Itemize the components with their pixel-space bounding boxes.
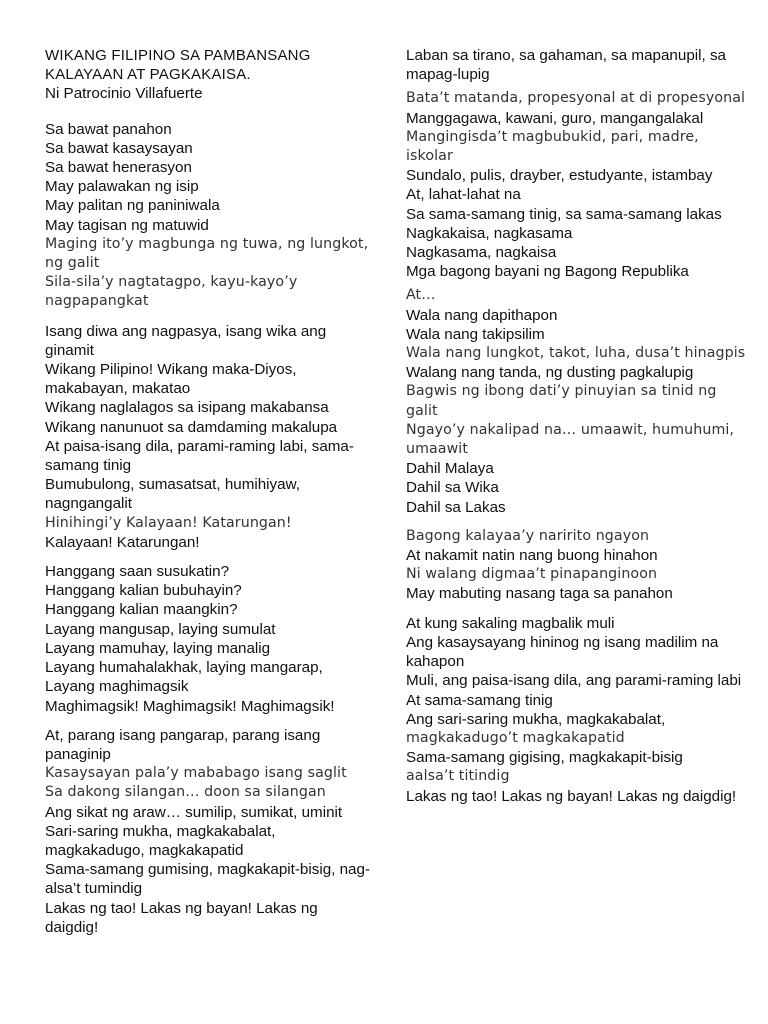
poem-line: Muli, ang paisa-isang dila, ang parami-raming labi (406, 672, 742, 690)
right-stanzas (406, 46, 746, 806)
poem-author: Ni Patrocinio Villafuerte (45, 85, 203, 103)
poem-line: May mabuting nasang taga sa panahon (406, 585, 673, 603)
poem-line: Sa dakong silangan… doon sa silangan (45, 784, 326, 801)
left-stanzas (45, 120, 375, 937)
poem-line: Layang mangusap, laying sumulat (45, 620, 276, 638)
left-column (45, 46, 375, 937)
poem-line: Manggagawa, kawani, guro, mangangalakal (406, 109, 704, 127)
stanza-gap (45, 716, 375, 726)
poem-line: At sama-samang tinig (406, 691, 553, 709)
poem-line: Sama-samang gigising, magkakapit-bisig (406, 749, 683, 767)
poem-line: Ang sikat ng araw… sumilip, sumikat, uminit (45, 803, 343, 821)
poem-line: Bumubulong, sumasatsat, humihiyaw, nagngangalit (45, 476, 300, 513)
poem-line: Mangingisda’t magbubukid, pari, madre, iskolar (406, 128, 699, 165)
poem-line: Kasaysayan pala’y mababago isang saglit (45, 765, 347, 782)
poem-line: Dahil sa Lakas (406, 498, 506, 516)
poem-line: Hanggang kalian bubuhayin? (45, 582, 242, 600)
poem-line: Sa bawat panahon (45, 120, 172, 138)
poem-title-line-1: WIKANG FILIPINO SA PAMBANSANG (45, 47, 311, 64)
poem-line: Mga bagong bayani ng Bagong Republika (406, 263, 689, 281)
poem-line: Hinihingi’y Kalayaan! Katarungan! (45, 514, 292, 531)
poem-line: May palitan ng paniniwala (45, 197, 220, 215)
poem-line: May palawakan ng isip (45, 178, 199, 196)
poem-line: Wikang Pilipino! Wikang maka-Diyos, makabayan, makatao (45, 361, 297, 398)
poem-line: At… (406, 287, 436, 304)
poem-line: Isang diwa ang nagpasya, isang wika ang ginamit (45, 322, 327, 359)
right-column (406, 46, 746, 806)
poem-line: Sa sama-samang tinig, sa sama-samang lakas (406, 205, 722, 223)
poem-line: At kung sakaling magbalik muli (406, 614, 615, 632)
poem-line: Layang humahalakhak, laying mangarap, Layang maghimagsik (45, 659, 323, 696)
poem-line: Sa bawat kasaysayan (45, 139, 193, 157)
poem-line: Ni walang digmaa’t pinapanginoon (406, 566, 658, 583)
poem-line: Sari-saring mukha, magkakabalat, magkakadugo, magkakapatid (45, 822, 276, 859)
stanza-gap (406, 604, 746, 614)
poem-line: Maghimagsik! Maghimagsik! Maghimagsik! (45, 697, 335, 715)
poem-line: Ngayo’y nakalipad na… umaawit, humuhumi, umaawit (406, 421, 735, 458)
poem-line: Wala nang lungkot, takot, luha, dusa’t hinagpis (406, 345, 746, 362)
poem-line: magkakadugo’t magkakapatid (406, 729, 625, 746)
poem-line: Lakas ng tao! Lakas ng bayan! Lakas ng daigdig! (406, 787, 737, 805)
poem-line: Wala nang dapithapon (406, 306, 558, 324)
poem-line: Nagkakaisa, nagkasama (406, 224, 573, 242)
poem-line: Layang mamuhay, laying manalig (45, 639, 271, 657)
poem-line: At, lahat-lahat na (406, 186, 521, 204)
poem-line: Wikang nanunuot sa damdaming makalupa (45, 418, 338, 436)
poem-line: Hanggang kalian maangkin? (45, 601, 238, 619)
poem-line: Dahil Malaya (406, 460, 494, 478)
poem-line: Nagkasama, nagkaisa (406, 244, 557, 262)
poem-title-line-2: KALAYAAN AT PAGKAKAISA. (45, 66, 251, 84)
stanza-gap (406, 517, 746, 527)
poem-line: Walang nang tanda, ng dusting pagkalupig (406, 364, 694, 382)
poem-line: May tagisan ng matuwid (45, 216, 209, 234)
poem-line: At paisa-isang dila, parami-raming labi, sama-samang tinig (45, 437, 354, 475)
spacer (45, 104, 375, 120)
poem-line: aalsa’t titindig (406, 768, 510, 785)
poem-line: Wala nang takipsilim (406, 325, 545, 343)
poem-line: At nakamit natin nang buong hinahon (406, 547, 658, 565)
poem-line: Maging ito’y magbunga ng tuwa, ng lungkot, ng galit (45, 235, 369, 272)
poem-line: Bagwis ng ibong dati’y pinuyian sa tinid ng galit (406, 383, 717, 419)
poem-line: Sundalo, pulis, drayber, estudyante, istambay (406, 167, 713, 185)
poem-line: Hanggang saan susukatin? (45, 563, 230, 581)
poem-line: Sila-sila’y nagtatagpo, kayu-kayo’y nagpapangkat (45, 274, 298, 310)
poem-line: Sama-samang gumising, magkakapit-bisig, nag-alsa’t tumindig (45, 861, 370, 898)
poem-line: Kalayaan! Katarungan! (45, 533, 200, 551)
poem-line: Dahil sa Wika (406, 479, 499, 497)
stanza-gap (45, 552, 375, 562)
poem-line: Lakas ng tao! Lakas ng bayan! Lakas ng daigdig! (45, 899, 318, 936)
poem-line: Ang kasaysayang hininog ng isang madilim na kahapon (406, 633, 719, 671)
poem-line: Laban sa tirano, sa gahaman, sa mapanupil, sa mapag-lupig (406, 47, 726, 84)
poem-line: Wikang naglalagos sa isipang makabansa (45, 399, 329, 417)
poem-line: Sa bawat henerasyon (45, 159, 192, 177)
poem-line: Ang sari-saring mukha, magkakabalat, (406, 710, 666, 728)
stanza-gap (45, 312, 375, 322)
poem-line: Bagong kalayaa’y naririto ngayon (406, 527, 650, 544)
poem-line: Bata’t matanda, propesyonal at di propesyonal (406, 90, 746, 107)
poem-line: At, parang isang pangarap, parang isang panaginip (45, 726, 321, 763)
